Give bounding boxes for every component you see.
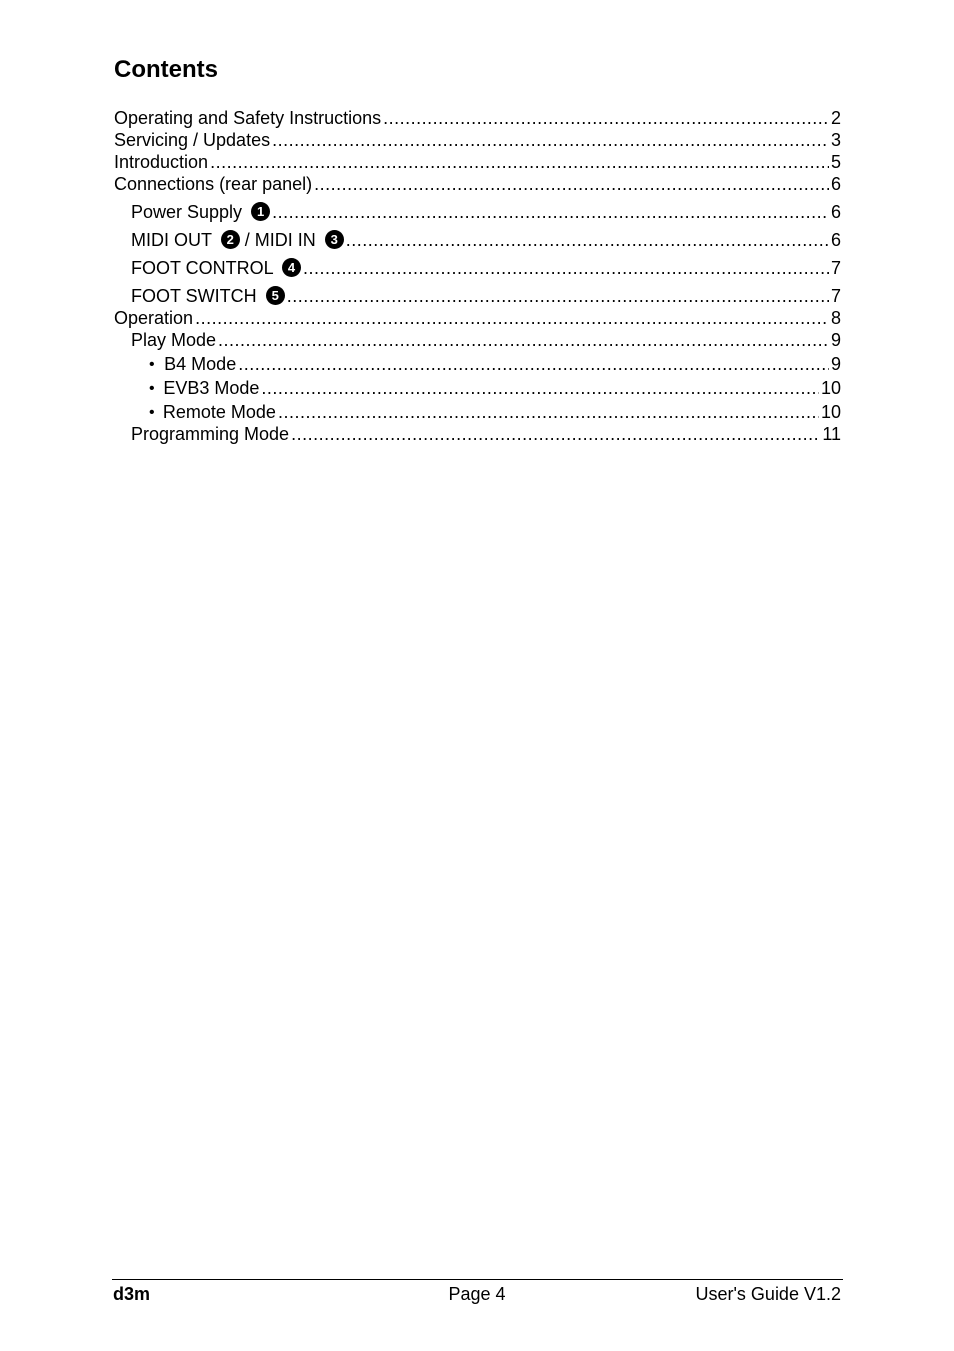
toc-entry-page: 9 <box>830 330 841 350</box>
page-title: Contents <box>114 56 218 83</box>
toc-entry-operation[interactable] <box>114 306 841 328</box>
toc-entry-title: FOOT SWITCH <box>131 286 257 306</box>
toc-entry-page: 8 <box>830 308 841 328</box>
dot-leader <box>261 378 819 398</box>
bullet-icon: • <box>149 356 155 373</box>
toc-entry-title: MIDI OUT <box>131 230 212 250</box>
toc-entry-evb3-mode[interactable] <box>114 374 841 398</box>
toc-entry-foot-switch[interactable] <box>114 278 841 306</box>
toc-entry-title: FOOT CONTROL <box>131 258 274 278</box>
toc-entry-title: Operating and Safety Instructions <box>114 108 382 128</box>
footer-divider <box>112 1279 843 1280</box>
toc-entry-title: Operation <box>114 308 194 328</box>
dot-leader <box>287 286 829 306</box>
toc-entry-page: 10 <box>820 378 841 398</box>
dot-leader <box>303 258 829 278</box>
dot-leader <box>218 330 829 350</box>
toc-entry-midi-out-in[interactable] <box>114 222 841 250</box>
toc-entry-introduction[interactable] <box>114 150 841 172</box>
dot-leader <box>272 202 829 222</box>
footer-guide-version: User's Guide V1.2 <box>695 1284 841 1304</box>
toc-entry-title: Power Supply <box>131 202 243 222</box>
toc-entry-page: 6 <box>830 230 841 250</box>
toc-entry-page: 5 <box>830 152 841 172</box>
toc-entry-page: 2 <box>830 108 841 128</box>
toc-entry-foot-control[interactable] <box>114 250 841 278</box>
toc-entry-play-mode[interactable] <box>114 328 841 350</box>
dot-leader <box>272 130 829 150</box>
toc-entry-title: Programming Mode <box>131 424 290 444</box>
toc-entry-title: Connections (rear panel) <box>114 174 313 194</box>
toc-entry-page: 6 <box>830 202 841 222</box>
toc-entry-connections[interactable] <box>114 172 841 194</box>
footer-page-number: Page 4 <box>448 1284 506 1304</box>
toc-entry-servicing-updates[interactable] <box>114 128 841 150</box>
toc-entry-page: 10 <box>820 402 841 422</box>
toc-entry-title: Play Mode <box>131 330 217 350</box>
dot-leader <box>238 354 829 374</box>
dot-leader <box>383 108 829 128</box>
dot-leader <box>278 402 819 422</box>
bullet-icon: • <box>149 404 155 421</box>
table-of-contents <box>114 106 841 444</box>
dot-leader <box>210 152 829 172</box>
toc-entry-page: 6 <box>830 174 841 194</box>
number-2-icon: 2 <box>221 230 240 249</box>
toc-entry-programming-mode[interactable] <box>114 422 841 444</box>
toc-entry-page: 7 <box>830 258 841 278</box>
dot-leader <box>291 424 820 444</box>
dot-leader <box>314 174 829 194</box>
number-3-icon: 3 <box>325 230 344 249</box>
bullet-icon: • <box>149 380 155 397</box>
toc-entry-page: 3 <box>830 130 841 150</box>
toc-entry-remote-mode[interactable] <box>114 398 841 422</box>
toc-entry-title: Introduction <box>114 152 209 172</box>
toc-entry-title-part2: / MIDI IN <box>244 230 316 250</box>
toc-entry-b4-mode[interactable] <box>114 350 841 374</box>
toc-entry-title: Servicing / Updates <box>114 130 271 150</box>
number-1-icon: 1 <box>251 202 270 221</box>
toc-entry-page: 7 <box>830 286 841 306</box>
toc-entry-title: Remote Mode <box>162 402 276 422</box>
number-4-icon: 4 <box>282 258 301 277</box>
dot-leader <box>195 308 829 328</box>
dot-leader <box>346 230 829 250</box>
toc-entry-page: 9 <box>830 354 841 374</box>
toc-entry-page: 11 <box>822 424 841 444</box>
toc-entry-power-supply[interactable] <box>114 194 841 222</box>
toc-entry-operating-safety[interactable] <box>114 106 841 128</box>
toc-entry-title: B4 Mode <box>164 354 237 374</box>
number-5-icon: 5 <box>266 286 285 305</box>
footer-product-name: d3m <box>113 1284 151 1304</box>
toc-entry-title: EVB3 Mode <box>163 378 260 398</box>
